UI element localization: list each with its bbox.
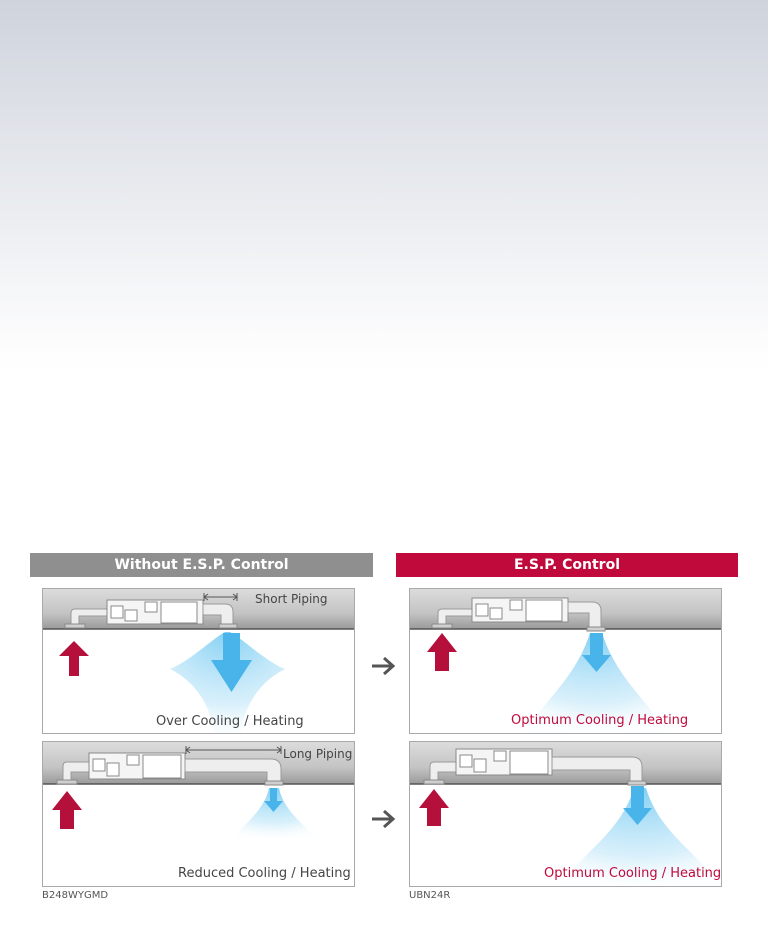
unit-part [161, 602, 197, 623]
supply-grille [265, 781, 283, 785]
short-piping-label: Short Piping [255, 592, 328, 606]
return-grille [57, 780, 77, 784]
diagram-long-piping-esp [410, 742, 721, 886]
header-without-esp: Without E.S.P. Control [30, 553, 373, 577]
unit-part [526, 600, 562, 621]
model-label-left: B248WYGMD [42, 890, 109, 901]
unit-part [145, 602, 157, 612]
intake-arrow-red [427, 633, 457, 671]
caption-optimum-cooling-long: Optimum Cooling / Heating [544, 866, 722, 881]
diagram-short-piping-without-esp [43, 589, 354, 733]
supply-grille [587, 627, 605, 631]
diagram-short-piping-esp [410, 589, 721, 733]
unit-part [93, 759, 105, 771]
unit-part [490, 608, 502, 619]
panel-long-piping-esp [409, 741, 722, 887]
panel-long-piping-without-esp [42, 741, 355, 887]
unit-part [125, 610, 137, 621]
caption-reduced-cooling: Reduced Cooling / Heating [178, 866, 351, 881]
panel-short-piping-esp [409, 588, 722, 734]
unit-part [476, 604, 488, 616]
panel-short-piping-without-esp [42, 588, 355, 734]
unit-part [107, 763, 119, 776]
diagram-long-piping-without-esp [43, 742, 354, 886]
return-grille [432, 624, 452, 628]
intake-arrow-red [52, 791, 82, 829]
supply-grille [219, 624, 237, 628]
long-piping-label: Long Piping [283, 747, 353, 761]
unit-part [460, 755, 472, 767]
return-grille [424, 780, 444, 784]
unit-part [143, 755, 181, 778]
header-esp-control: E.S.P. Control [396, 553, 738, 577]
unit-part [510, 600, 522, 610]
caption-over-cooling: Over Cooling / Heating [156, 714, 304, 729]
return-grille [65, 624, 85, 628]
unit-part [474, 759, 486, 772]
caption-optimum-cooling-short: Optimum Cooling / Heating [511, 713, 689, 728]
transition-arrow-icon [370, 655, 398, 677]
unit-part [111, 606, 123, 618]
intake-arrow-red [59, 641, 89, 676]
unit-part [510, 751, 548, 774]
unit-part [494, 751, 506, 761]
unit-part [127, 755, 139, 765]
transition-arrow-icon [370, 808, 398, 830]
supply-grille [628, 781, 646, 785]
model-label-right: UBN24R [409, 890, 451, 901]
intake-arrow-red [419, 789, 449, 826]
